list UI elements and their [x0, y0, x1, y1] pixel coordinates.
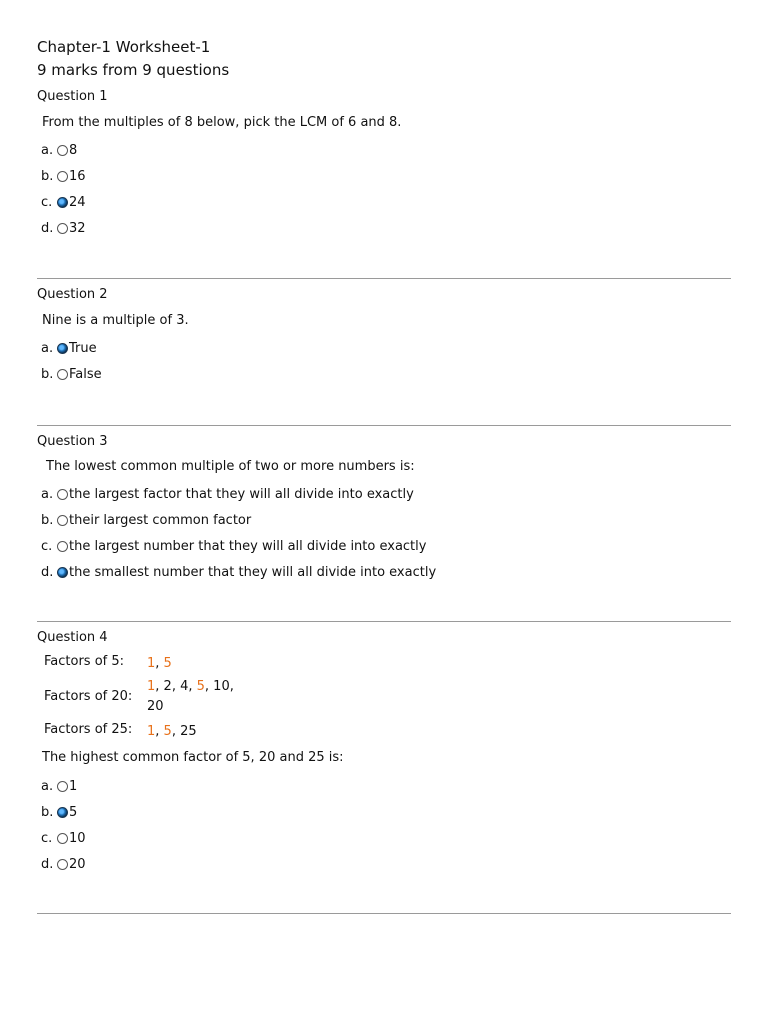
option-a[interactable] [41, 141, 77, 159]
question-title: Question 4 [37, 630, 108, 645]
option-letter: a. [41, 142, 54, 158]
factor-value: , 25 [171, 724, 197, 739]
option-label: True [69, 340, 97, 356]
option-label: 1 [69, 778, 78, 794]
radio-button[interactable] [57, 781, 68, 792]
factor-values [147, 654, 247, 674]
option-d[interactable] [41, 855, 86, 873]
radio-button[interactable] [57, 489, 68, 500]
common-factor-value: 1 [147, 679, 156, 694]
divider [37, 621, 731, 622]
option-label: 5 [69, 804, 78, 820]
option-letter: d. [41, 564, 54, 580]
option-letter: c. [41, 194, 53, 210]
option-letter: b. [41, 512, 54, 528]
option-label: 8 [69, 142, 78, 158]
option-letter: b. [41, 168, 54, 184]
divider [37, 913, 731, 914]
radio-button-selected[interactable] [57, 343, 68, 354]
factor-value: , [155, 724, 164, 739]
factor-label: Factors of 25: [44, 722, 133, 737]
radio-button[interactable] [57, 833, 68, 844]
option-c[interactable] [41, 537, 426, 555]
radio-button[interactable] [57, 541, 68, 552]
factor-value: , [155, 656, 164, 671]
question-title: Question 2 [37, 287, 108, 302]
factors-row [44, 654, 304, 674]
question-text: The lowest common multiple of two or more numbers is: [46, 459, 415, 474]
common-factor-value: 5 [196, 679, 205, 694]
option-label: their largest common factor [69, 512, 252, 528]
radio-button[interactable] [57, 145, 68, 156]
option-b[interactable] [41, 511, 251, 529]
factor-values [147, 722, 247, 742]
divider [37, 425, 731, 426]
option-label: False [69, 366, 102, 382]
factors-row [44, 722, 304, 742]
question-4 [37, 629, 731, 889]
radio-button[interactable] [57, 515, 68, 526]
marks-summary: 9 marks from 9 questions [37, 61, 230, 79]
common-factor-value: 1 [147, 656, 156, 671]
option-label: 20 [69, 856, 86, 872]
option-b[interactable] [41, 803, 77, 821]
option-letter: a. [41, 486, 54, 502]
radio-button-selected[interactable] [57, 567, 68, 578]
option-letter: a. [41, 778, 54, 794]
option-label: 24 [69, 194, 86, 210]
radio-button[interactable] [57, 369, 68, 380]
radio-button[interactable] [57, 859, 68, 870]
factor-label: Factors of 20: [44, 689, 133, 704]
option-letter: a. [41, 340, 54, 356]
option-label: the largest factor that they will all divide into exactly [69, 486, 414, 502]
question-title: Question 3 [37, 434, 108, 449]
question-3 [37, 433, 731, 593]
option-b[interactable] [41, 167, 86, 185]
question-text: The highest common factor of 5, 20 and 25 is: [42, 750, 344, 765]
factor-value: , 10, 20 [147, 679, 234, 714]
radio-button-selected[interactable] [57, 197, 68, 208]
radio-button[interactable] [57, 223, 68, 234]
worksheet-title: Chapter-1 Worksheet-1 [37, 38, 211, 56]
option-letter: b. [41, 804, 54, 820]
radio-button-selected[interactable] [57, 807, 68, 818]
question-text: From the multiples of 8 below, pick the LCM of 6 and 8. [42, 115, 402, 130]
option-d[interactable] [41, 219, 86, 237]
factor-label: Factors of 5: [44, 654, 125, 669]
common-factor-value: 1 [147, 724, 156, 739]
option-b[interactable] [41, 365, 102, 383]
factor-value: , 2, 4, [155, 679, 197, 694]
common-factor-value: 5 [163, 724, 172, 739]
option-letter: b. [41, 366, 54, 382]
option-label: 10 [69, 830, 86, 846]
common-factor-value: 5 [163, 656, 172, 671]
option-letter: d. [41, 856, 54, 872]
option-letter: d. [41, 220, 54, 236]
radio-button[interactable] [57, 171, 68, 182]
option-d[interactable] [41, 563, 436, 581]
question-title: Question 1 [37, 89, 108, 104]
option-label: the smallest number that they will all divide into exactly [69, 564, 437, 580]
option-label: 32 [69, 220, 86, 236]
question-2 [37, 286, 731, 396]
option-c[interactable] [41, 193, 86, 211]
option-letter: c. [41, 538, 53, 554]
question-text: Nine is a multiple of 3. [42, 313, 189, 328]
option-c[interactable] [41, 829, 86, 847]
factor-values [147, 677, 239, 717]
factors-row [44, 677, 304, 719]
divider [37, 278, 731, 279]
option-a[interactable] [41, 485, 414, 503]
option-a[interactable] [41, 777, 77, 795]
option-a[interactable] [41, 339, 97, 357]
option-letter: c. [41, 830, 53, 846]
option-label: 16 [69, 168, 86, 184]
question-1 [37, 88, 731, 248]
option-label: the largest number that they will all divide into exactly [69, 538, 427, 554]
